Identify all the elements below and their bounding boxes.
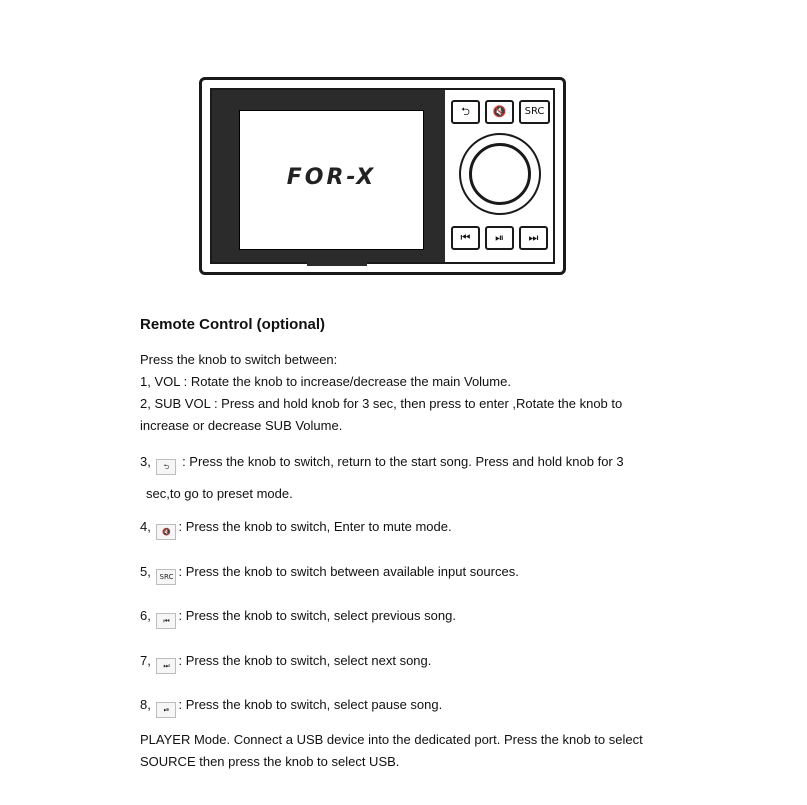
back-button: ⮌ [451, 100, 480, 124]
item-number: 5, [140, 564, 151, 579]
item-play-pause [140, 696, 442, 718]
player-mode-text: PLAYER Mode. Connect a USB device into the dedicated port. Press the knob to select SOURCE then press the knob to select USB. [140, 732, 643, 769]
item-mute [140, 518, 452, 540]
item-number: 3, [140, 454, 151, 469]
intro-text: Press the knob to switch between: [140, 352, 338, 367]
item-number: 6, [140, 608, 151, 623]
play-pause-button: ⏯ [485, 226, 514, 250]
mute-icon: 🔇 [156, 524, 176, 540]
mute-button: 🔇 [485, 100, 514, 124]
knob-center [469, 143, 531, 205]
next-icon: ⏭ [156, 658, 176, 674]
item-text: : Press the knob to switch, select pause song. [178, 697, 443, 712]
prev-icon: ⏮ [156, 613, 176, 629]
item-back [140, 453, 624, 475]
prev-button: ⏮ [451, 226, 480, 250]
volume-knob [459, 133, 541, 215]
item-number: 4, [140, 519, 151, 534]
item-back-continued: sec,to go to preset mode. [146, 486, 293, 501]
sub-vol-line: 2, SUB VOL : Press and hold knob for 3 sec, then press to enter ,Rotate the knob to increase or decrease SUB Volume. [140, 396, 623, 433]
src-button: SRC [519, 100, 550, 124]
device-illustration [199, 77, 566, 275]
vol-line: 1, VOL : Rotate the knob to increase/decrease the main Volume. [140, 374, 511, 389]
src-icon: SRC [156, 569, 176, 585]
brand-logo: FOR-X [286, 165, 377, 190]
item-text: : Press the knob to switch, select next song. [178, 653, 432, 668]
section-title: Remote Control (optional) [140, 316, 325, 333]
back-icon: ⮌ [156, 459, 176, 475]
play-pause-icon: ⏯ [156, 702, 176, 718]
item-text: : Press the knob to switch, Enter to mute mode. [178, 519, 452, 534]
device-body [210, 88, 555, 264]
item-prev [140, 607, 456, 629]
item-next [140, 652, 431, 674]
next-button: ⏭ [519, 226, 548, 250]
item-src [140, 563, 519, 585]
control-panel [445, 90, 553, 262]
item-text: : Press the knob to switch, return to the start song. Press and hold knob for 3 [178, 454, 624, 469]
screen-frame [212, 90, 445, 262]
item-number: 7, [140, 653, 151, 668]
item-number: 8, [140, 697, 151, 712]
item-text: : Press the knob to switch, select previous song. [178, 608, 456, 623]
display-screen [239, 110, 424, 250]
item-text: : Press the knob to switch between available input sources. [178, 564, 519, 579]
usb-slot [307, 257, 367, 266]
